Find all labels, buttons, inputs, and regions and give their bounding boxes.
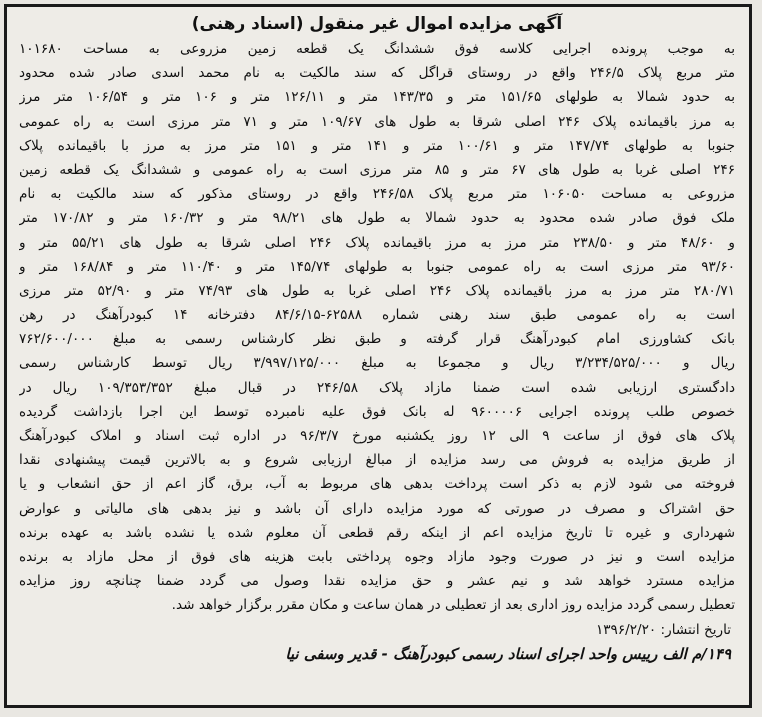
notice-body xyxy=(19,37,735,618)
notice-body-line: فروخته می شود لازم به ذکر است پرداخت بدهی های مربوط به آب، برق، گاز اعم از حق انشعاب و یا xyxy=(19,476,735,493)
notice-body-line: به مرز باقیمانده پلاک ۲۴۶ اصلی شرقا به طول های ۱۰۹/۶۷ متر و ۷۱ متر مرزی است به راه عمومی xyxy=(19,113,735,130)
notice-body-line: پلاک های فوق از ساعت ۹ الی ۱۲ روز یکشنبه مورخ ۹۶/۳/۷ در اداره ثبت اسناد و املاک کبودرآهنگ xyxy=(19,428,735,444)
notice-body-line: جنوبا به طولهای ۱۴۷/۷۴ متر و ۱۰۰/۶۱ متر و ۱۴۱ متر و ۱۵۱ متر مرز به مرز با باقیمانده پلاک xyxy=(19,137,735,154)
notice-body-line: دادگستری ارزیابی شده است ضمنا مازاد پلاک ۲۴۶/۵۸ در قبال مبلغ ۱۰۹/۳۵۳/۳۵۲ ریال در xyxy=(19,379,735,396)
notice-body-line: به حدود شمالا به طولهای ۱۵۱/۶۵ متر و ۱۴۳/۳۵ متر و ۱۲۶/۱۱ متر و ۱۰۶ متر و ۱۰۶/۵۴ متر مرز xyxy=(19,89,735,106)
notice-body-line: و ۴۸/۶۰ متر و ۲۳۸/۵۰ متر مرز به مرز باقیمانده پلاک ۲۴۶ اصلی شرقا به طول های ۵۵/۲۱ متر و xyxy=(19,234,735,251)
publish-date: تاریخ انتشار: ۱۳۹۶/۲/۲۰ xyxy=(595,621,731,638)
notice-body-line: بانک کشاورزی امام کبودرآهنگ قرار گرفته و طبق نظر کارشناس رسمی به مبلغ ۷۶۲/۶۰۰/۰۰۰ xyxy=(19,331,735,348)
notice-body-line: به موجب پرونده اجرایی کلاسه فوق ششدانگ یک قطعه زمین مزروعی به مساحت ۱۰۱۶۸۰ xyxy=(19,41,735,57)
notice-body-line: ۹۳/۶۰ متر مرزی است به راه عمومی جنوبا به طولهای ۱۴۵/۷۴ متر و ۱۱۰/۴۰ متر و ۱۶۸/۸۴ متر و xyxy=(19,258,735,275)
notice-body-line: ۲۸۰/۷۱ متر مرز به مرز باقیمانده پلاک ۲۴۶ اصلی غربا به طول های ۷۴/۹۳ متر و ۵۲/۹۰ متر مرزی xyxy=(19,282,735,299)
notice-body-line: حق اشتراک و مصرف در صورتی که مورد مزایده دارای آن باشد و نیز بدهی های مالیاتی و عوارض xyxy=(19,500,735,517)
notice-body-line: ریال و ۳/۲۳۴/۵۲۵/۰۰۰ ریال و مجموعا به مبلغ ۳/۹۹۷/۱۲۵/۰۰۰ ریال توسط کارشناس رسمی xyxy=(19,355,735,372)
notice-signature: ۱۴۹/م الف رییس واحد اجرای اسناد رسمی کبودرآهنگ - قدیر وسفی نیا xyxy=(285,644,731,663)
notice-body-line: تعطیل رسمی گردد مزایده روز اداری بعد از تعطیلی در همان ساعت و مکان مقرر برگزار خواهد شد. xyxy=(171,597,735,614)
notice-body-line: متر مربع پلاک ۲۴۶/۵ واقع در روستای قراگل که سند مالکیت به نام محمد اسدی صادر شده محدود xyxy=(19,65,735,82)
notice-body-line: مزایده است و نیز در صورت وجود مازاد وجوه پرداختی بابت هزینه های فوق از محل مازاد به برنده xyxy=(19,548,735,565)
notice-body-line: ملک فوق صادر شده محدود به حدود شمالا به طول های ۹۸/۲۱ متر و ۱۶۰/۳۲ متر و ۱۷۰/۸۲ متر xyxy=(19,210,735,227)
notice-body-line: ۲۴۶ اصلی غربا به طول های ۶۷ متر و ۸۵ متر مرزی است به راه عمومی و ششدانگ یک قطعه زمین xyxy=(19,161,735,178)
notice-title: آگهی مزایده اموال غیر منقول (اسناد رهنی) xyxy=(191,14,563,34)
notice-body-line: مزروعی به مساحت ۱۰۶۰۵۰ متر مربع پلاک ۲۴۶/۵۸ واقع در روستای مذکور که سند مالکیت به نام xyxy=(19,186,735,203)
notice-body-line: مزایده مسترد خواهد شد و نیم عشر و حق مزایده نقدا وصول می گردد ضمنا چنانچه روز مزایده xyxy=(19,573,735,590)
notice-body-line: خصوص طلب پرونده اجرایی ۹۶۰۰۰۰۶ له بانک فوق علیه نامبرده توسط این اجرا بازداشت گردیده xyxy=(19,403,735,420)
notice-body-line: از طریق مزایده به فروش می رسد مزایده از مبالغ ارزیابی شروع و به بالاترین قیمت پیشنهادی نقدا xyxy=(19,452,735,469)
notice-body-line: شهرداری و غیره تا تاریخ مزایده اعم از اینکه رقم قطعی آن معلوم شده یا نشده باشد به عهده برنده xyxy=(19,524,735,541)
notice-box xyxy=(4,4,752,708)
notice-body-line: است به راه عمومی طبق سند رهنی شماره ۶۲۵۸۸-۸۴/۶/۱۵ دفترخانه ۱۴ کبودرآهنگ در رهن xyxy=(19,307,735,324)
